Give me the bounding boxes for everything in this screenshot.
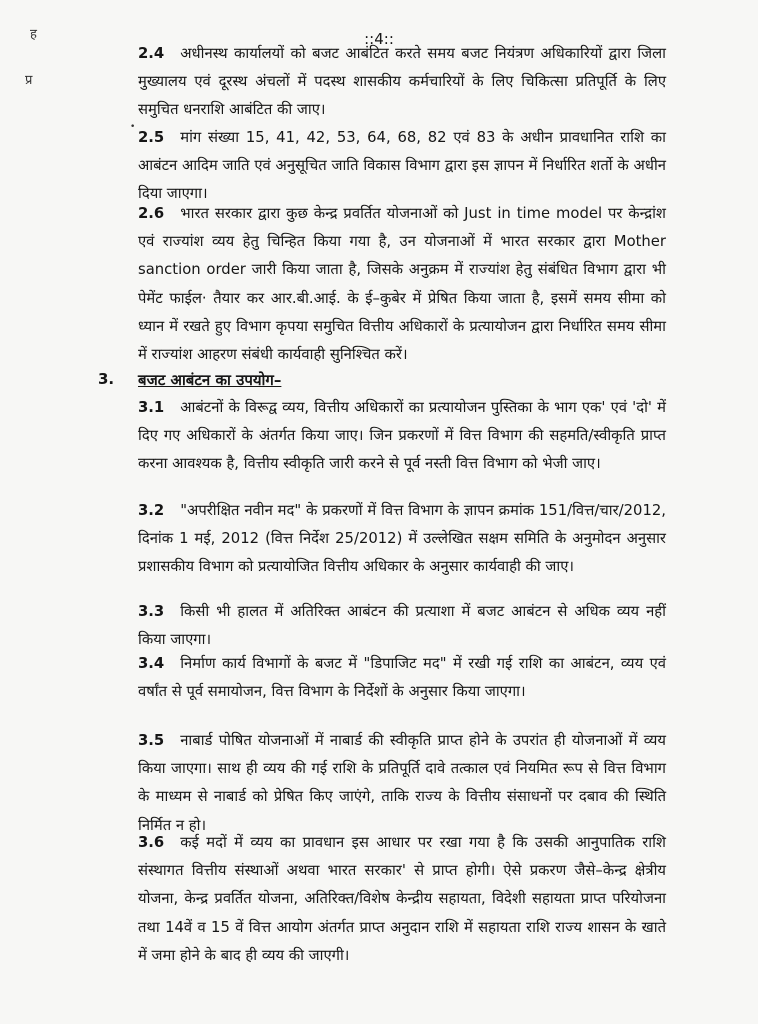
- paragraph-3-4: [138, 650, 666, 706]
- paragraph-text: नाबार्ड पोषित योजनाओं में नाबार्ड की स्वीकृति प्राप्त होने के उपरांत ही योजनाओं में व्यय किया जाएगा। साथ ही व्यय की गई राशि के प्रतिपूर्ति दावे तत्काल एवं नियमित रूप से वित्त विभाग के माध्यम से नाबार्ड को प्रेषित किए जाएंगे, ताकि राज्य के वित्तीय संसाधनों पर दबाव की स्थिति निर्मित न हो।: [138, 732, 666, 834]
- paragraph-2-6: [138, 200, 666, 369]
- margin-dot: •: [130, 122, 136, 132]
- paragraph-3-2: [138, 497, 666, 582]
- margin-mark: ह: [30, 27, 37, 42]
- paragraph-text: कई मदों में व्यय का प्रावधान इस आधार पर रखा गया है कि उसकी आनुपातिक राशि संस्थागत वित्तीय संस्थाओं अथवा भारत सरकार' से प्राप्त होगी। ऐसे प्रकरण जैसे–केन्द्र क्षेत्रीय योजना, केन्द्र प्रवर्तित योजना, अतिरिक्त/विशेष केन्द्रीय सहायता, विदेशी सहायता प्राप्त परियोजना तथा 14वें व 15 वें वित्त आयोग अंतर्गत प्राप्त अनुदान राशि में सहायता राशि राज्य शासन के खाते में जमा होने के बाद ही व्यय की जाएगी।: [138, 834, 666, 964]
- margin-mark: प्र: [25, 73, 33, 88]
- page-number: ::4::: [364, 30, 394, 48]
- paragraph-text: भारत सरकार द्वारा कुछ केन्द्र प्रवर्तित योजनाओं को Just in time model पर केन्द्रांश एवं राज्यांश व्यय हेतु चिन्हित किया गया है, उन योजनाओं में भारत सरकार द्वारा Mother sanction order जारी किया जाता है, जिसके अनुक्रम में राज्यांश हेतु संबंधित विभाग द्वारा भी पेमेंट फाईल· तैयार कर आर.बी.आई. के ई–कुबेर में प्रेषित किया जाता है, इसमें समय सीमा को ध्यान में रखते हुए विभाग कृपया समुचित वित्तीय अधिकारों के प्रत्यायोजन द्वारा निर्धारित समय सीमा में राज्यांश आहरण संबंधी कार्यवाही सुनिश्चित करें।: [138, 205, 666, 364]
- section-number: 3.: [98, 370, 115, 388]
- paragraph-2-5: [138, 124, 666, 209]
- paragraph-text: निर्माण कार्य विभागों के बजट में "डिपाजिट मद" में रखी गई राशि का आबंटन, व्यय एवं वर्षांत से पूर्व समायोजन, वित्त विभाग के निर्देशों के अनुसार किया जाएगा।: [138, 655, 666, 701]
- paragraph-2-4: [138, 40, 666, 125]
- paragraph-text: "अपरीक्षित नवीन मद" के प्रकरणों में वित्त विभाग के ज्ञापन क्रमांक 151/वित्त/चार/2012, दिनांक 1 मई, 2012 (वित्त निर्देश 25/2012) में उल्लेखित सक्षम समिति के अनुमोदन अनुसार प्रशासकीय विभाग को प्रत्यायोजित वित्तीय अधिकार के अनुसार कार्यवाही की जाए।: [138, 502, 666, 576]
- section-heading: बजट आबंटन का उपयोग–: [138, 371, 282, 389]
- paragraph-number: 3.4: [138, 655, 165, 672]
- paragraph-number: 3.2: [138, 502, 165, 519]
- paragraph-3-3: [138, 598, 666, 654]
- paragraph-text: अधीनस्थ कार्यालयों को बजट आबंटित करते समय बजट नियंत्रण अधिकारियों द्वारा जिला मुख्यालय एवं दूरस्थ अंचलों में पदस्थ शासकीय कर्मचारियों के लिए चिकित्सा प्रतिपूर्ति के लिए समुचित धनराशि आबंटित की जाए।: [138, 45, 666, 119]
- paragraph-number: 3.5: [138, 732, 165, 749]
- paragraph-3-5: [138, 727, 666, 840]
- paragraph-number: 2.6: [138, 205, 165, 222]
- paragraph-number: 2.4: [138, 45, 165, 62]
- paragraph-number: 3.1: [138, 399, 165, 416]
- paragraph-number: 2.5: [138, 129, 165, 146]
- paragraph-text: किसी भी हालत में अतिरिक्त आबंटन की प्रत्याशा में बजट आबंटन से अधिक व्यय नहीं किया जाएगा।: [138, 603, 666, 649]
- paragraph-3-1: [138, 394, 666, 479]
- paragraph-3-6: [138, 829, 666, 970]
- paragraph-text: आबंटनों के विरूद्व व्यय, वित्तीय अधिकारों का प्रत्यायोजन पुस्तिका के भाग एक' एवं 'दो' में दिए गए अधिकारों के अंतर्गत किया जाए। जिन प्रकरणों में वित्त विभाग की सहमति/स्वीकृति प्राप्त करना आवश्यक है, वित्तीय स्वीकृति जारी करने से पूर्व नस्ती वित्त विभाग को भेजी जाए।: [138, 399, 666, 473]
- paragraph-number: 3.3: [138, 603, 165, 620]
- paragraph-text: मांग संख्या 15, 41, 42, 53, 64, 68, 82 एवं 83 के अधीन प्रावधानित राशि का आबंटन आदिम जाति एवं अनुसूचित जाति विकास विभाग द्वारा इस ज्ञापन में निर्धारित शर्तो के अधीन दिया जाएगा।: [138, 129, 666, 203]
- paragraph-number: 3.6: [138, 834, 165, 851]
